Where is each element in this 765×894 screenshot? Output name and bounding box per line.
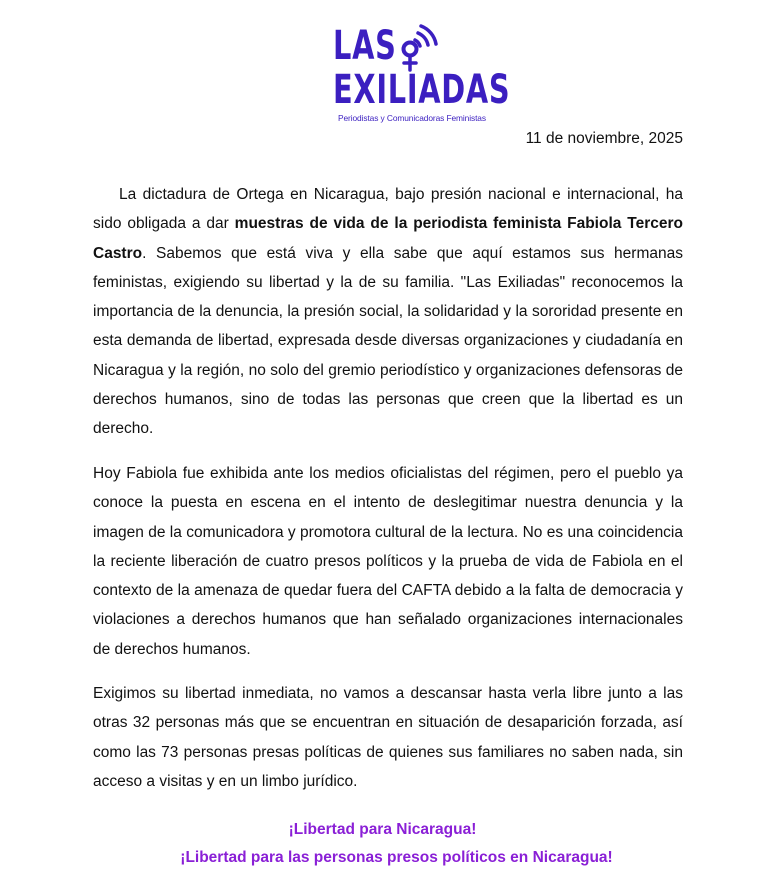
paragraph-1-rest: . Sabemos que está viva y ella sabe que aquí estamos sus hermanas feministas, exigiendo su libertad y la de su familia. "Las Exiliadas" reconocemos la importancia de la denuncia, la presión social, la solidaridad y la sororidad presente en esta demanda de libertad, expresada desde diversas organizaciones y ciudadanía en Nicaragua y la región, no solo del gremio periodístico y organizaciones defensoras de derechos humanos, sino de todas las personas que creen que la libertad es un derecho. <box>93 244 683 438</box>
logo-line-1: LAS <box>333 23 397 69</box>
logo-tagline: Periodistas y Comunicadoras Feministas <box>338 113 486 123</box>
paragraph-3: Exigimos su libertad inmediata, no vamos a descansar hasta verla libre junto a las otras 32 personas más que se encuentran en situación de desaparición forzada, así como las 73 personas presas políticas de quienes sus familiares no saben nada, sin acceso a visitas y en un limbo jurídico. <box>93 685 683 790</box>
las-exiliadas-logo <box>333 23 511 124</box>
slogan-1: ¡Libertad para Nicaragua! <box>288 821 477 838</box>
paragraph-1 <box>93 180 683 444</box>
paragraph-1-intro: La dictadura de Ortega en Nicaragua, bajo presión nacional e internacional, ha sido obligada a dar <box>93 186 683 233</box>
logo-line-2: EXILIADAS <box>333 67 511 113</box>
paragraph-1-bold: muestras de vida de la periodista feminista Fabiola Tercero Castro <box>93 215 683 262</box>
document-date: 11 de noviembre, 2025 <box>525 130 683 147</box>
paragraph-2: Hoy Fabiola fue exhibida ante los medios oficialistas del régimen, pero el pueblo ya conoce la puesta en escena en el intento de deslegitimar nuestra denuncia y la imagen de la comunicadora y promotora cultural de la lectura. No es una coincidencia la reciente liberación de cuatro presos políticos y la prueba de vida de Fabiola en el contexto de la amenaza de quedar fuera del CAFTA debido a la falta de democracia y violaciones a derechos humanos que han señalado organizaciones internacionales de derechos humanos. <box>93 465 683 658</box>
slogan-2: ¡Libertad para las personas presos políticos en Nicaragua! <box>180 849 613 866</box>
